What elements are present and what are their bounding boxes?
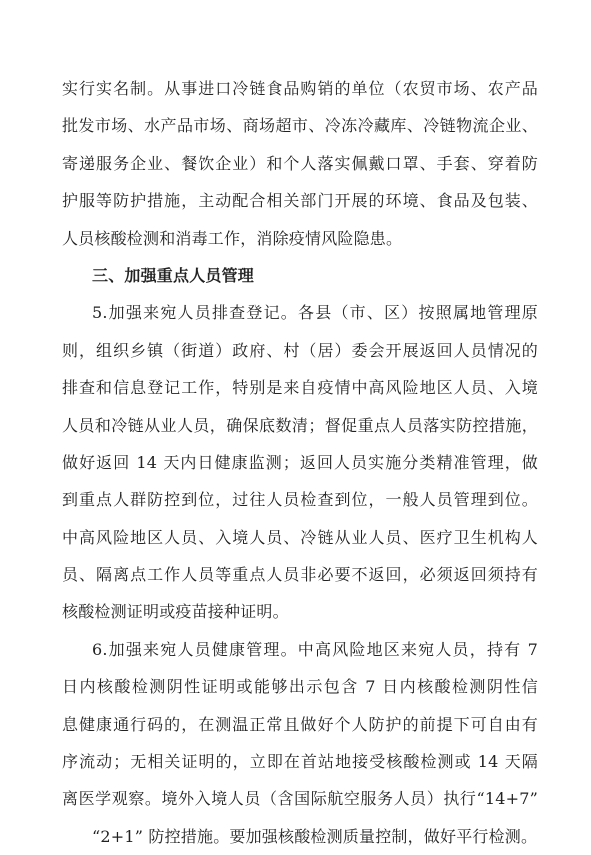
- paragraph-line: 日内核酸检测阴性证明或能够出示包含 7 日内核酸检测阴性信: [62, 677, 538, 697]
- paragraph-line: 护服等防护措施，主动配合相关部门开展的环境、食品及包装、: [62, 191, 538, 211]
- paragraph-line: 6.加强来宛人员健康管理。中高风险地区来宛人员，持有 7: [92, 639, 538, 659]
- paragraph-line: “2+1” 防控措施。要加强核酸检测质量控制，做好平行检测。: [92, 826, 538, 846]
- paragraph-line: 做好返回 14 天内日健康监测；返回人员实施分类精准管理，做: [62, 452, 538, 472]
- paragraph-line: 则，组织乡镇（街道）政府、村（居）委会开展返回人员情况的: [62, 340, 538, 360]
- paragraph-line: 批发市场、水产品市场、商场超市、冷冻冷藏库、冷链物流企业、: [62, 116, 538, 136]
- paragraph-line: 序流动；无相关证明的，立即在首站地接受核酸检测或 14 天隔: [62, 752, 538, 772]
- paragraph-line: 人员核酸检测和消毒工作，消除疫情风险隐患。: [62, 228, 403, 248]
- paragraph-line: 息健康通行码的，在测温正常且做好个人防护的前提下可自由有: [62, 714, 538, 734]
- paragraph-line: 离医学观察。境外入境人员（含国际航空服务人员）执行“14+7”: [62, 789, 538, 809]
- paragraph-line: 寄递服务企业、餐饮企业）和个人落实佩戴口罩、手套、穿着防: [62, 153, 538, 173]
- paragraph-line: 中高风险地区人员、入境人员、冷链从业人员、医疗卫生机构人: [62, 527, 538, 547]
- section-heading: 三、加强重点人员管理: [92, 265, 255, 285]
- paragraph-line: 人员和冷链从业人员，确保底数清；督促重点人员落实防控措施，: [62, 415, 538, 435]
- paragraph-line: 实行实名制。从事进口冷链食品购销的单位（农贸市场、农产品: [62, 79, 538, 98]
- paragraph-line: 5.加强来宛人员排查登记。各县（市、区）按照属地管理原: [92, 303, 538, 323]
- paragraph-line: 核酸检测证明或疫苗接种证明。: [62, 602, 289, 622]
- paragraph-line: 到重点人群防控到位，过往人员检查到位，一般人员管理到位。: [62, 490, 538, 510]
- paragraph-line: 排查和信息登记工作，特别是来自疫情中高风险地区人员、入境: [62, 378, 538, 398]
- paragraph-line: 员、隔离点工作人员等重点人员非必要不返回，必须返回须持有: [62, 565, 538, 585]
- document-body: [62, 70, 538, 855]
